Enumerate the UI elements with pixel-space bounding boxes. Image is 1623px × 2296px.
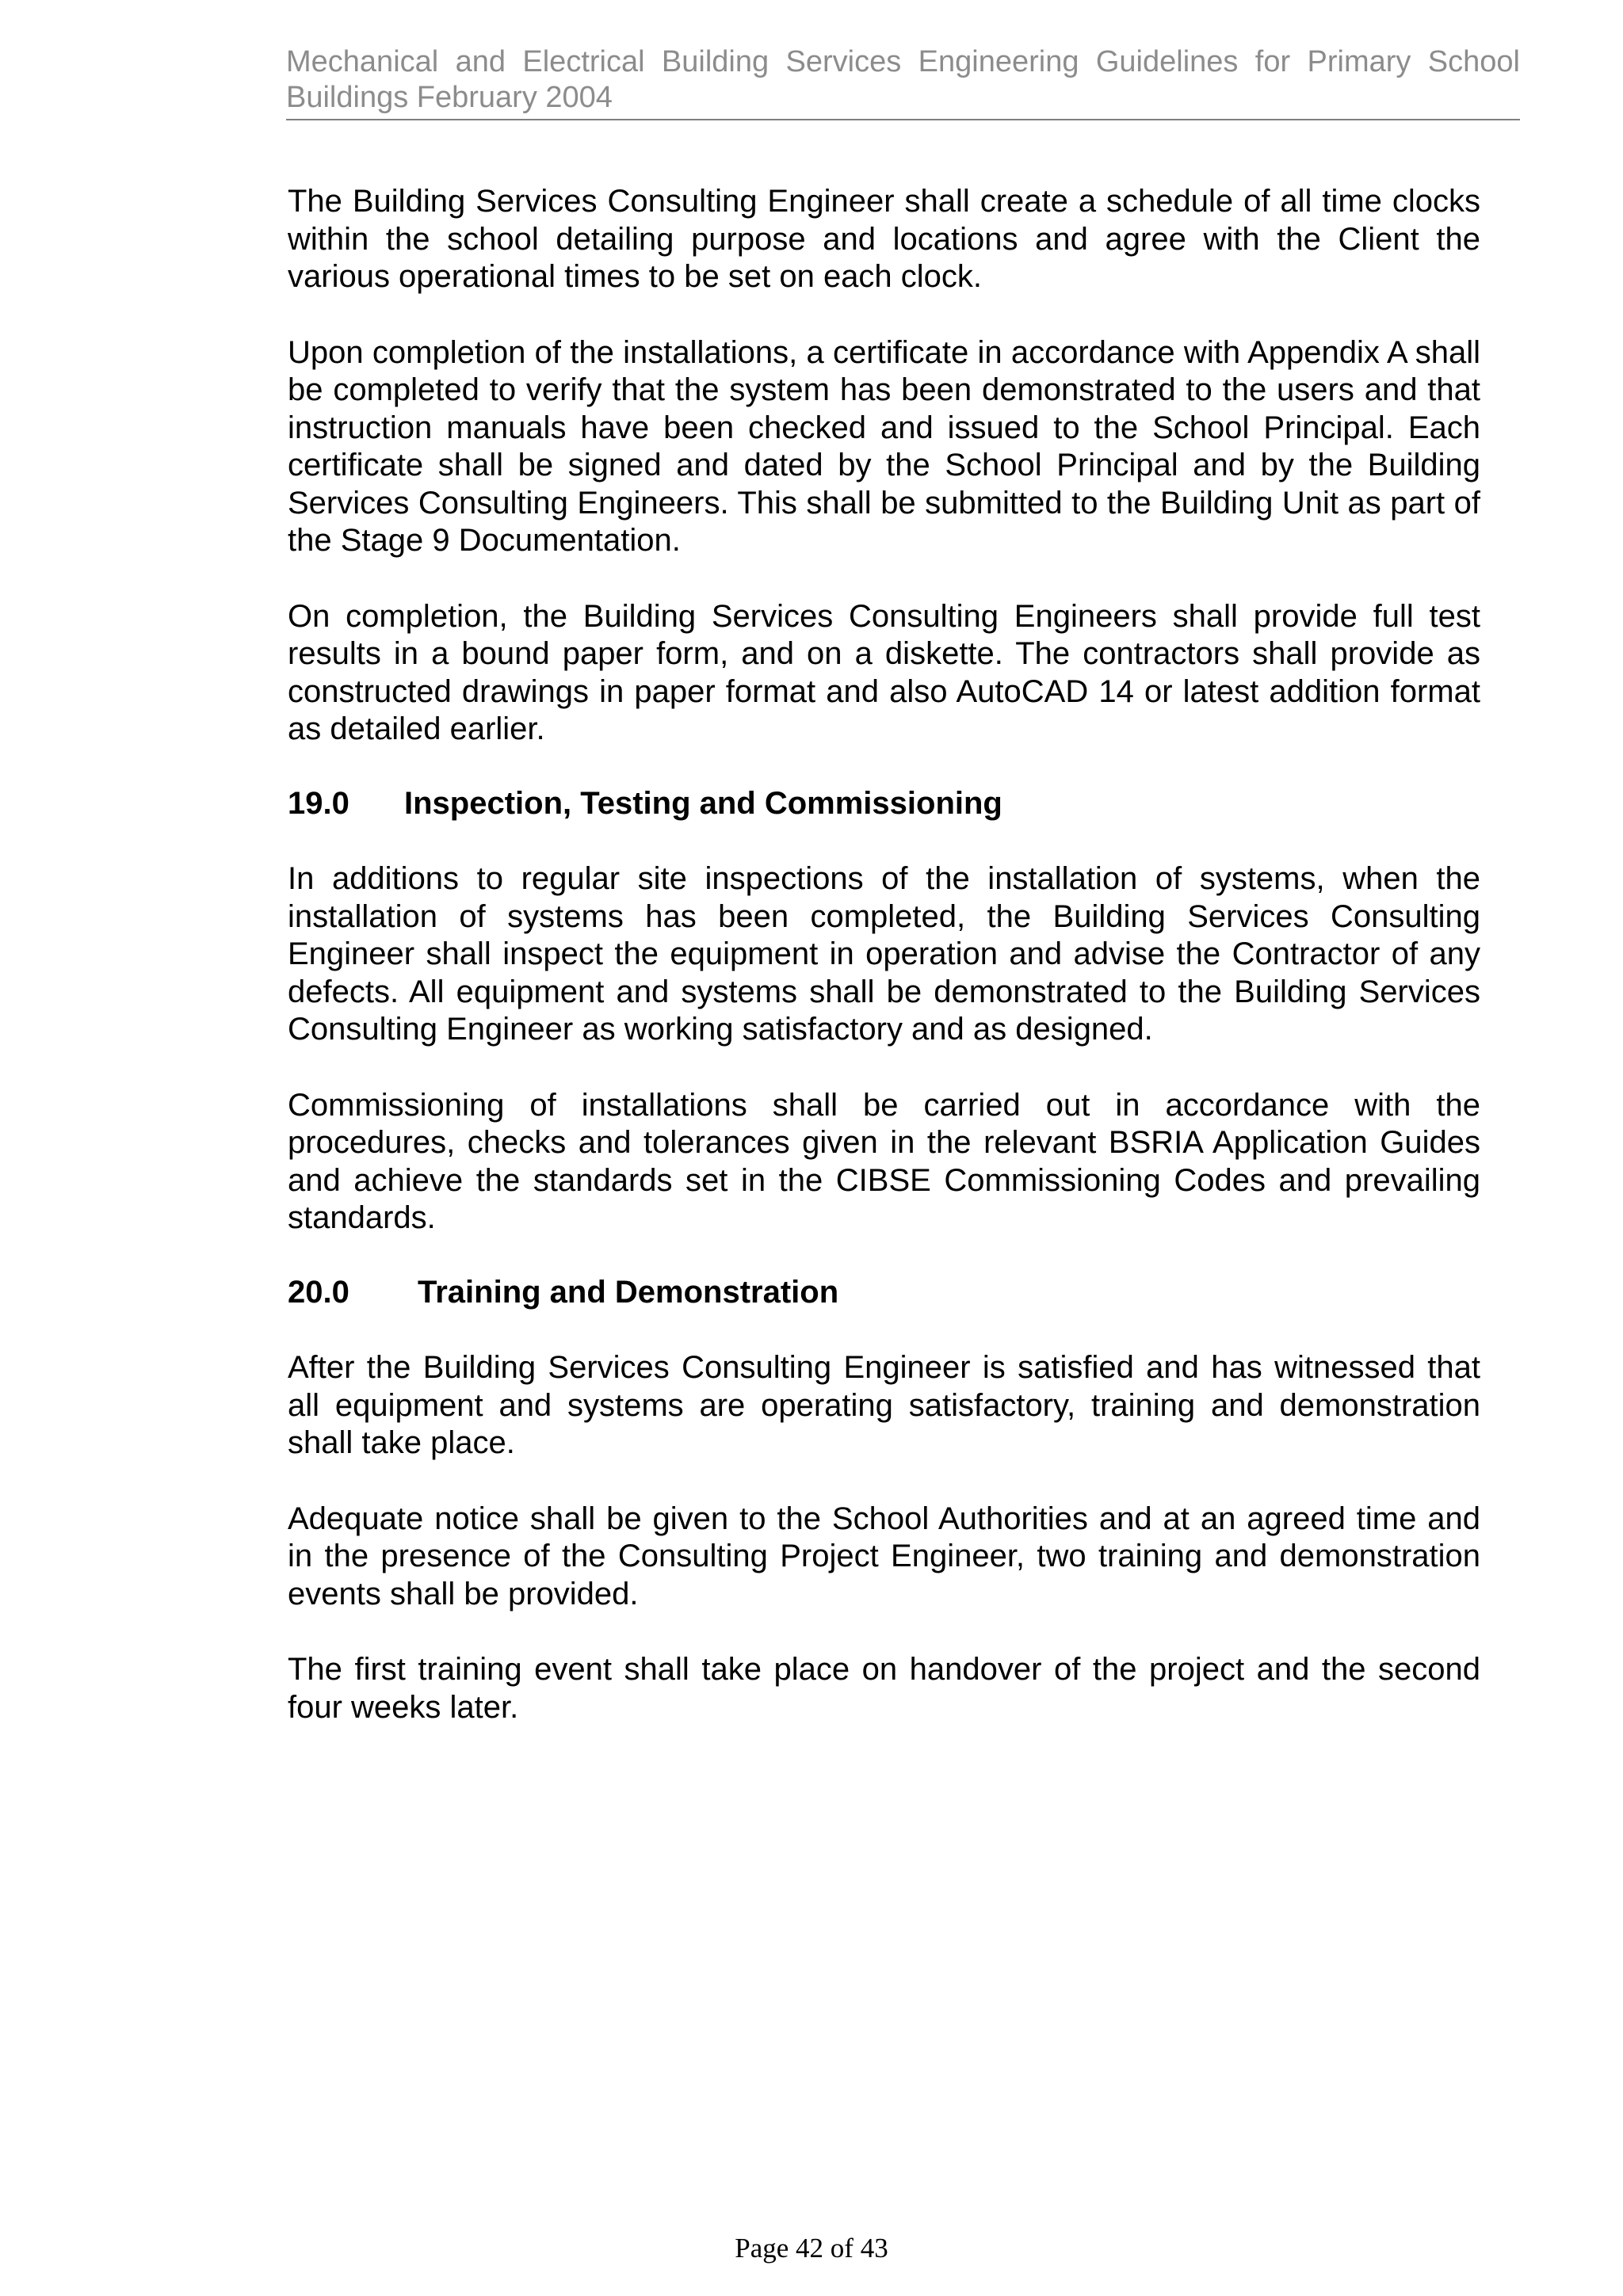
header-title-line2: Buildings February 2004 (286, 81, 613, 114)
header-title-line1: Mechanical and Electrical Building Services Engineering Guidelines for Primary School (286, 45, 1520, 78)
section-heading-20 (288, 1274, 1480, 1312)
paragraph-training-satisfied: After the Building Services Consulting Engineer is satisfied and has witnessed that all equipment and systems are operating satisfactory, training and demonstration shall take place. (288, 1350, 1480, 1460)
paragraph-commissioning: Commissioning of installations shall be carried out in accordance with the procedures, checks and tolerances given in the relevant BSRIA Application Guides and achieve the standards set in the CIBSE Commissioning Codes and prevailing standards. (288, 1087, 1480, 1235)
paragraph-certificate: Upon completion of the installations, a certificate in accordance with Appendix A shall be completed to verify that the system has been demonstrated to the users and that instruction manuals have been checked and issued to the School Principal. Each certificate shall be signed and dated by the School Principal and by the Building Services Consulting Engineers. This shall be submitted to the Building Unit as part of the Stage 9 Documentation. (288, 334, 1480, 558)
page-header (286, 44, 1520, 120)
page-number: Page 42 of 43 (735, 2233, 888, 2264)
section-number-19: 19.0 (288, 785, 349, 821)
section-title-19: Inspection, Testing and Commissioning (404, 785, 1002, 821)
section-title-20: Training and Demonstration (418, 1274, 839, 1310)
paragraph-test-results: On completion, the Building Services Consulting Engineers shall provide full test results in a bound paper form, and on a diskette. The contractors shall provide as constructed drawings in paper format and also AutoCAD 14 or latest addition format as detailed earlier. (288, 598, 1480, 746)
section-heading-19 (288, 785, 1480, 823)
paragraph-training-schedule: The first training event shall take place on handover of the project and the second four weeks later. (288, 1652, 1480, 1725)
paragraph-training-notice: Adequate notice shall be given to the School Authorities and at an agreed time and in the presence of the Consulting Project Engineer, two training and demonstration events shall be provided. (288, 1501, 1480, 1611)
document-body (288, 183, 1480, 1764)
paragraph-inspection: In additions to regular site inspections of the installation of systems, when the installation of systems has been completed, the Building Services Consulting Engineer shall inspect the equipment in operation and advise the Contractor of any defects. All equipment and systems shall be demonstrated to the Building Services Consulting Engineer as working satisfactory and as designed. (288, 861, 1480, 1047)
section-number-20: 20.0 (288, 1274, 349, 1310)
paragraph-time-clocks: The Building Services Consulting Engineer shall create a schedule of all time clocks within the school detailing purpose and locations and agree with the Client the various operational times to be set on each clock. (288, 184, 1480, 294)
